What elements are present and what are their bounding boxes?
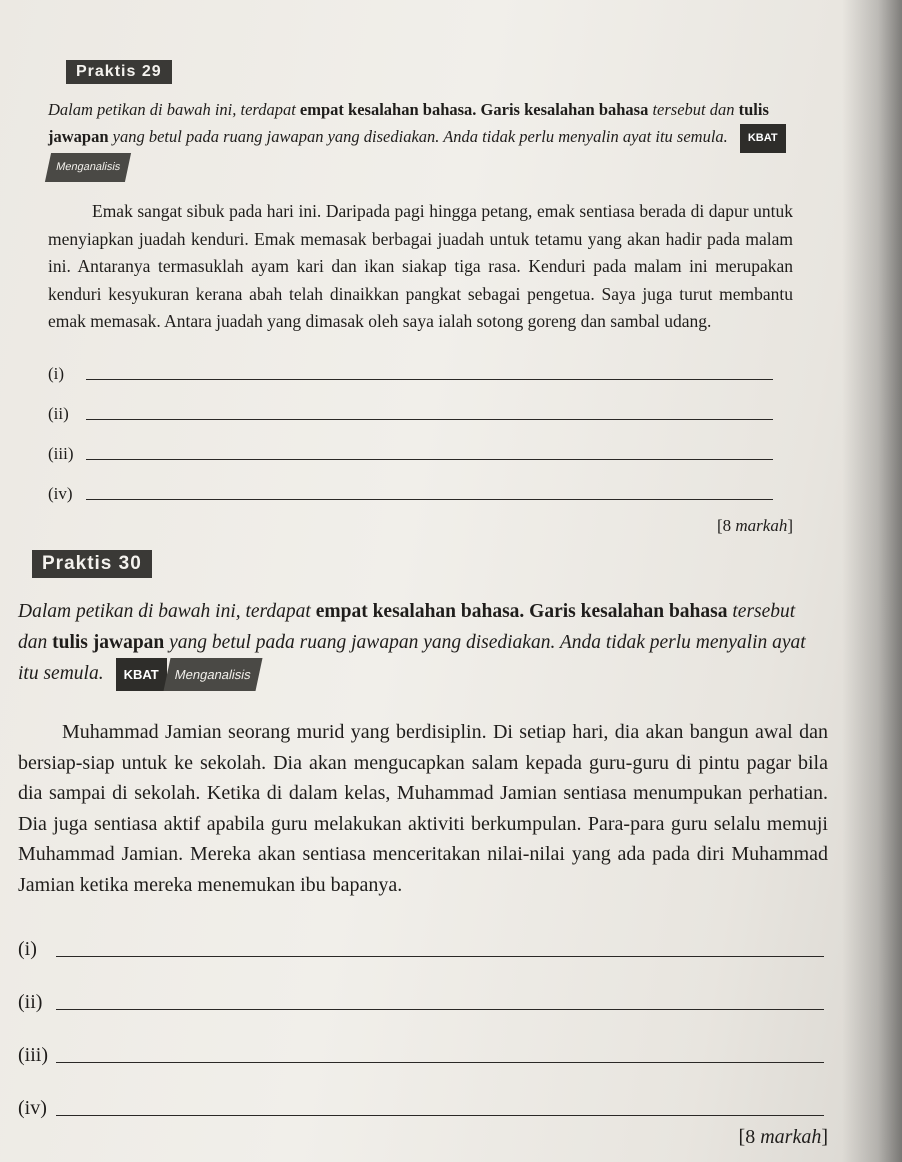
instruction-bold: tulis jawapan [48, 100, 769, 146]
praktis-30-passage: Muhammad Jamian seorang murid yang berdisiplin. Di setiap hari, dia akan bangun awal dan bersiap-siap untuk ke sekolah. Dia akan mengucapkan salam kepada guru-guru di pintu pagar bila dia sampai di sekolah. Ketika di dalam kelas, Muhammad Jamian sentiasa menumpukan perhatian. Dia juga sentiasa aktif apabila guru melakukan aktiviti berkumpulan. Para-para guru selalu memuji Muhammad Jamian. Mereka akan sentiasa menceritakan nilai-nilai yang ada pada diri Muhammad Jamian ketika mereka menemukan ibu bapanya. [18, 721, 828, 896]
answer-row[interactable] [48, 424, 793, 464]
skill-label: Menganalisis [163, 658, 262, 691]
praktis-29-title: Praktis 29 [66, 60, 172, 84]
praktis-29-instruction [48, 96, 793, 182]
instruction-text: tersebut dan [648, 100, 739, 119]
answer-line[interactable] [86, 499, 773, 500]
answer-line[interactable] [56, 1062, 824, 1063]
answer-label: (iii) [18, 1044, 48, 1067]
answer-row[interactable] [48, 344, 793, 384]
marks-text: ] [787, 515, 793, 535]
answer-label: (iv) [48, 483, 73, 503]
answer-label: (i) [48, 363, 65, 383]
instruction-text: Dalam petikan di bawah ini, terdapat [18, 601, 316, 622]
marks-text: [8 [738, 1126, 761, 1149]
answer-line[interactable] [86, 419, 773, 420]
skill-label: Menganalisis [45, 153, 131, 182]
answer-line[interactable] [56, 956, 824, 957]
marks-word: markah [760, 1126, 822, 1149]
marks-text: ] [821, 1126, 828, 1149]
praktis-30-section [18, 550, 828, 1149]
answer-label: (ii) [48, 403, 69, 423]
answer-line[interactable] [56, 1115, 824, 1116]
marks-word: markah [735, 515, 788, 535]
answer-label: (iii) [48, 443, 74, 463]
instruction-bold: empat kesalahan bahasa. Garis kesalahan bahasa [315, 601, 728, 622]
kbat-label: KBAT [116, 658, 167, 691]
answer-label: (ii) [18, 991, 43, 1014]
answer-label: (iv) [18, 1097, 47, 1120]
page-edge-shadow [842, 0, 902, 1162]
answer-row[interactable] [18, 1014, 828, 1067]
answer-line[interactable] [86, 379, 773, 380]
instruction-bold: empat kesalahan bahasa. Garis kesalahan bahasa [299, 100, 649, 119]
instruction-text: Dalam petikan di bawah ini, terdapat [48, 100, 300, 119]
kbat-label: KBAT [740, 124, 786, 153]
praktis-30-title: Praktis 30 [32, 550, 152, 578]
answer-row[interactable] [48, 464, 793, 504]
answer-row[interactable] [48, 384, 793, 424]
praktis-29-marks [48, 516, 793, 536]
instruction-text: yang betul pada ruang jawapan yang disediakan. Anda tidak perlu menyalin ayat itu semula. [18, 632, 806, 684]
answer-row[interactable] [18, 961, 828, 1014]
praktis-30-marks [18, 1126, 828, 1149]
marks-text: [8 [716, 515, 736, 535]
answer-row[interactable] [18, 908, 828, 961]
praktis-30-instruction [18, 596, 828, 691]
praktis-29-passage: Emak sangat sibuk pada hari ini. Daripada pagi hingga petang, emak sentiasa berada di dapur untuk menyiapkan juadah kenduri. Emak memasak berbagai juadah untuk tetamu yang akan hadir pada malam ini. Antaranya termasuklah ayam kari dan ikan siakap tiga rasa. Kenduri pada malam ini merupakan kenduri kesyukuran kerana abah telah dinaikkan pangkat sebagai pengetua. Saya juga turut membantu emak memasak. Antara juadah yang dimasak oleh saya ialah sotong goreng dan sambal udang. [48, 201, 793, 332]
praktis-29-answer-lines [48, 344, 793, 504]
answer-label: (i) [18, 938, 37, 961]
instruction-text: yang betul pada ruang jawapan yang disediakan. Anda tidak perlu menyalin ayat itu semula. [108, 127, 728, 146]
answer-line[interactable] [86, 459, 773, 460]
instruction-bold: tulis jawapan [52, 632, 165, 653]
praktis-30-answer-lines [18, 908, 828, 1120]
praktis-29-section [48, 60, 793, 536]
answer-line[interactable] [56, 1009, 824, 1010]
answer-row[interactable] [18, 1067, 828, 1120]
instruction-text: tersebut dan [18, 601, 796, 653]
